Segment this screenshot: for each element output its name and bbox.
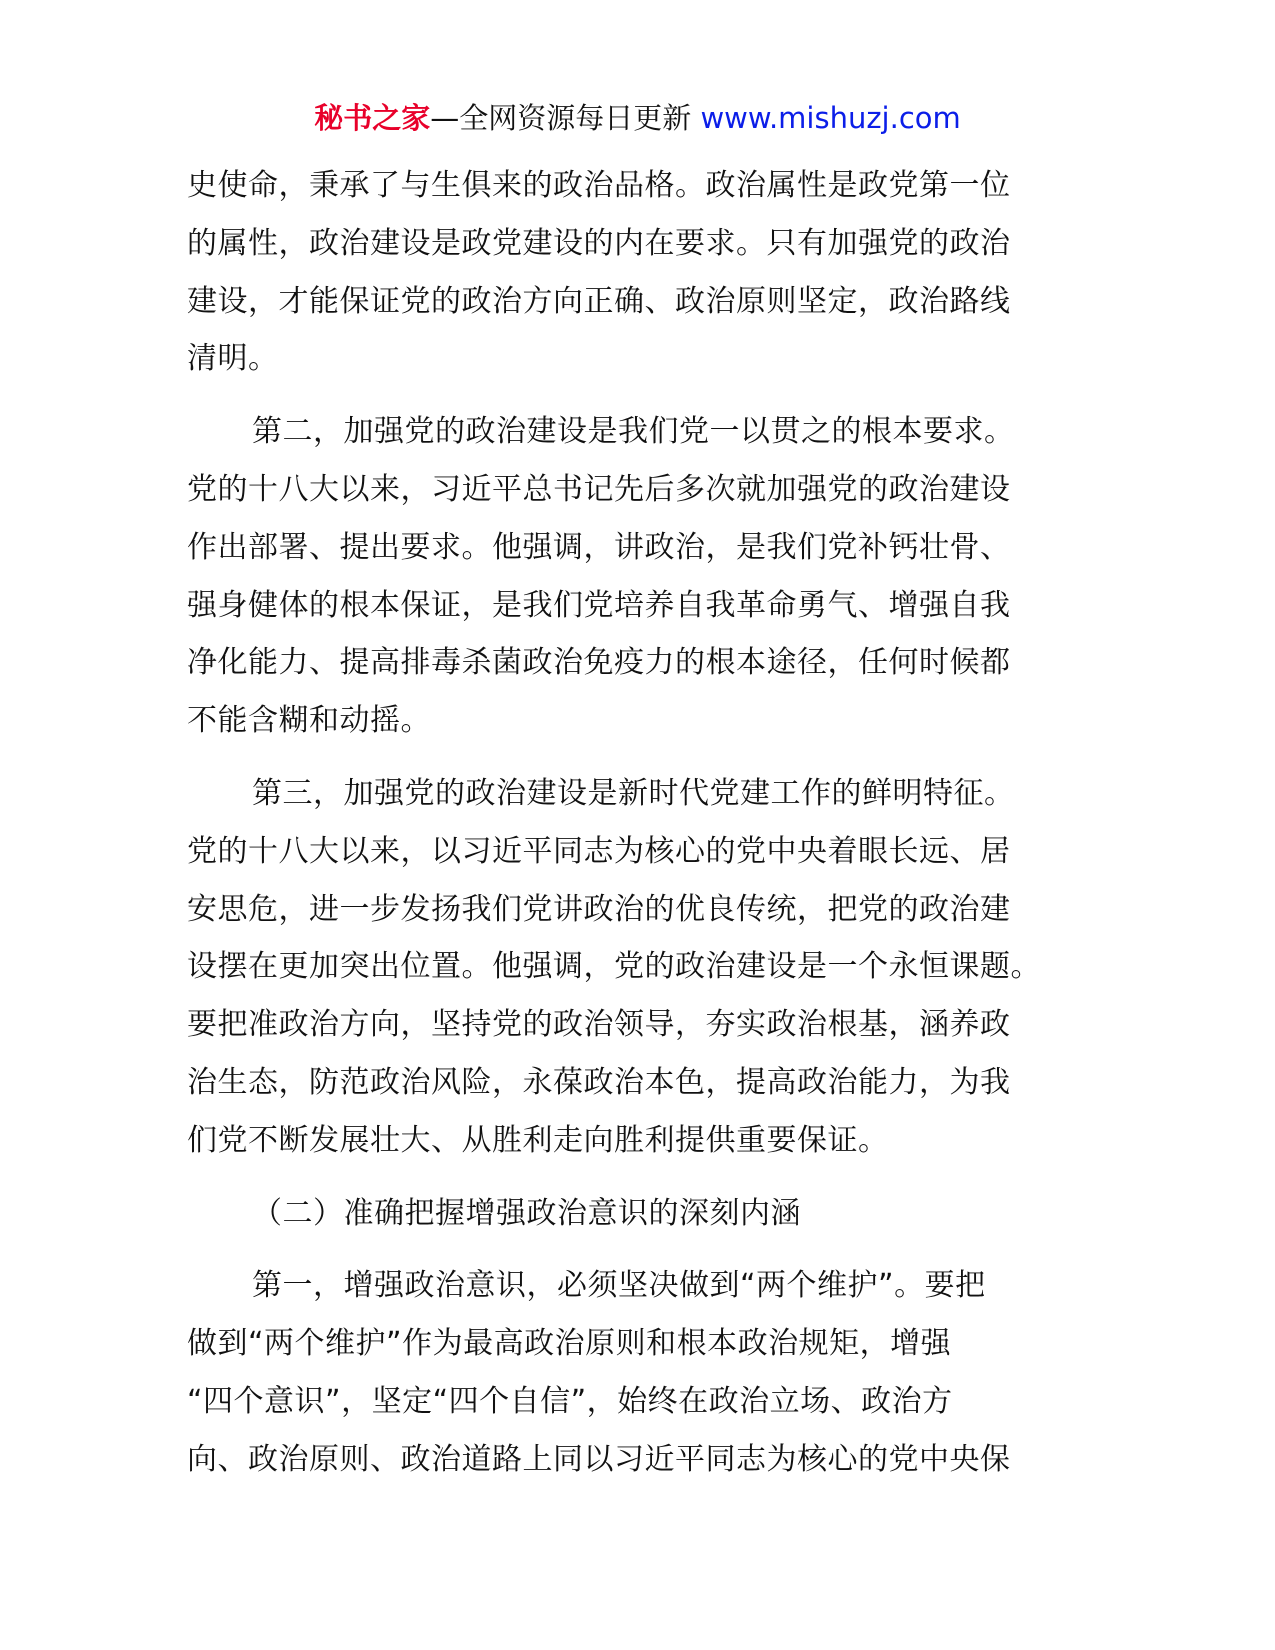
text-line: 向、政治原则、政治道路上同以习近平同志为核心的党中央保 <box>187 1441 1011 1477</box>
paragraph-third <box>187 765 1089 1170</box>
header-brand: 秘书之家 <box>314 101 431 135</box>
text-line: 党的十八大以来，以习近平同志为核心的党中央着眼长远、居 <box>187 833 1011 869</box>
text-line: 设摆在更加突出位置。他强调，党的政治建设是一个永恒课题。 <box>187 949 1041 985</box>
paragraph-continuation <box>187 157 1089 388</box>
text-line: （二）准确把握增强政治意识的深刻内涵 <box>252 1195 801 1231</box>
paragraph-first-point <box>187 1257 1089 1488</box>
document-header <box>0 98 1275 138</box>
paragraph-second <box>187 403 1089 750</box>
text-line: 作出部署、提出要求。他强调，讲政治，是我们党补钙壮骨、 <box>187 529 1011 565</box>
section-heading <box>187 1185 1089 1243</box>
text-line: 要把准政治方向，坚持党的政治领导，夯实政治根基，涵养政 <box>187 1007 1011 1043</box>
header-url-link[interactable]: www.mishuzj.com <box>700 101 961 135</box>
text-line: 建设，才能保证党的政治方向正确、政治原则坚定，政治路线 <box>187 283 1011 319</box>
text-line: 治生态，防范政治风险，永葆政治本色，提高政治能力，为我 <box>187 1064 1011 1100</box>
document-body <box>187 157 1089 1489</box>
header-tagline: —全网资源每日更新 <box>430 101 701 135</box>
text-line: 的属性，政治建设是政党建设的内在要求。只有加强党的政治 <box>187 225 1011 261</box>
text-line: 第三，加强党的政治建设是新时代党建工作的鲜明特征。 <box>252 775 1015 811</box>
text-line: 不能含糊和动摇。 <box>187 703 431 739</box>
text-line: 做到“两个维护”作为最高政治原则和根本政治规矩，增强 <box>187 1326 952 1362</box>
text-line: 们党不断发展壮大、从胜利走向胜利提供重要保证。 <box>187 1122 889 1158</box>
text-line: 净化能力、提高排毒杀菌政治免疫力的根本途径，任何时候都 <box>187 645 1011 681</box>
text-line: “四个意识”，坚定“四个自信”，始终在政治立场、政治方 <box>187 1383 953 1419</box>
text-line: 党的十八大以来，习近平总书记先后多次就加强党的政治建设 <box>187 471 1011 507</box>
text-line: 第二，加强党的政治建设是我们党一以贯之的根本要求。 <box>252 414 1015 450</box>
text-line: 史使命，秉承了与生俱来的政治品格。政治属性是政党第一位 <box>187 168 1011 203</box>
text-line: 强身健体的根本保证，是我们党培养自我革命勇气、增强自我 <box>187 587 1011 623</box>
text-line: 安思危，进一步发扬我们党讲政治的优良传统，把党的政治建 <box>187 891 1011 927</box>
text-line: 第一，增强政治意识，必须坚决做到“两个维护”。要把 <box>252 1268 986 1304</box>
text-line: 清明。 <box>187 341 279 377</box>
